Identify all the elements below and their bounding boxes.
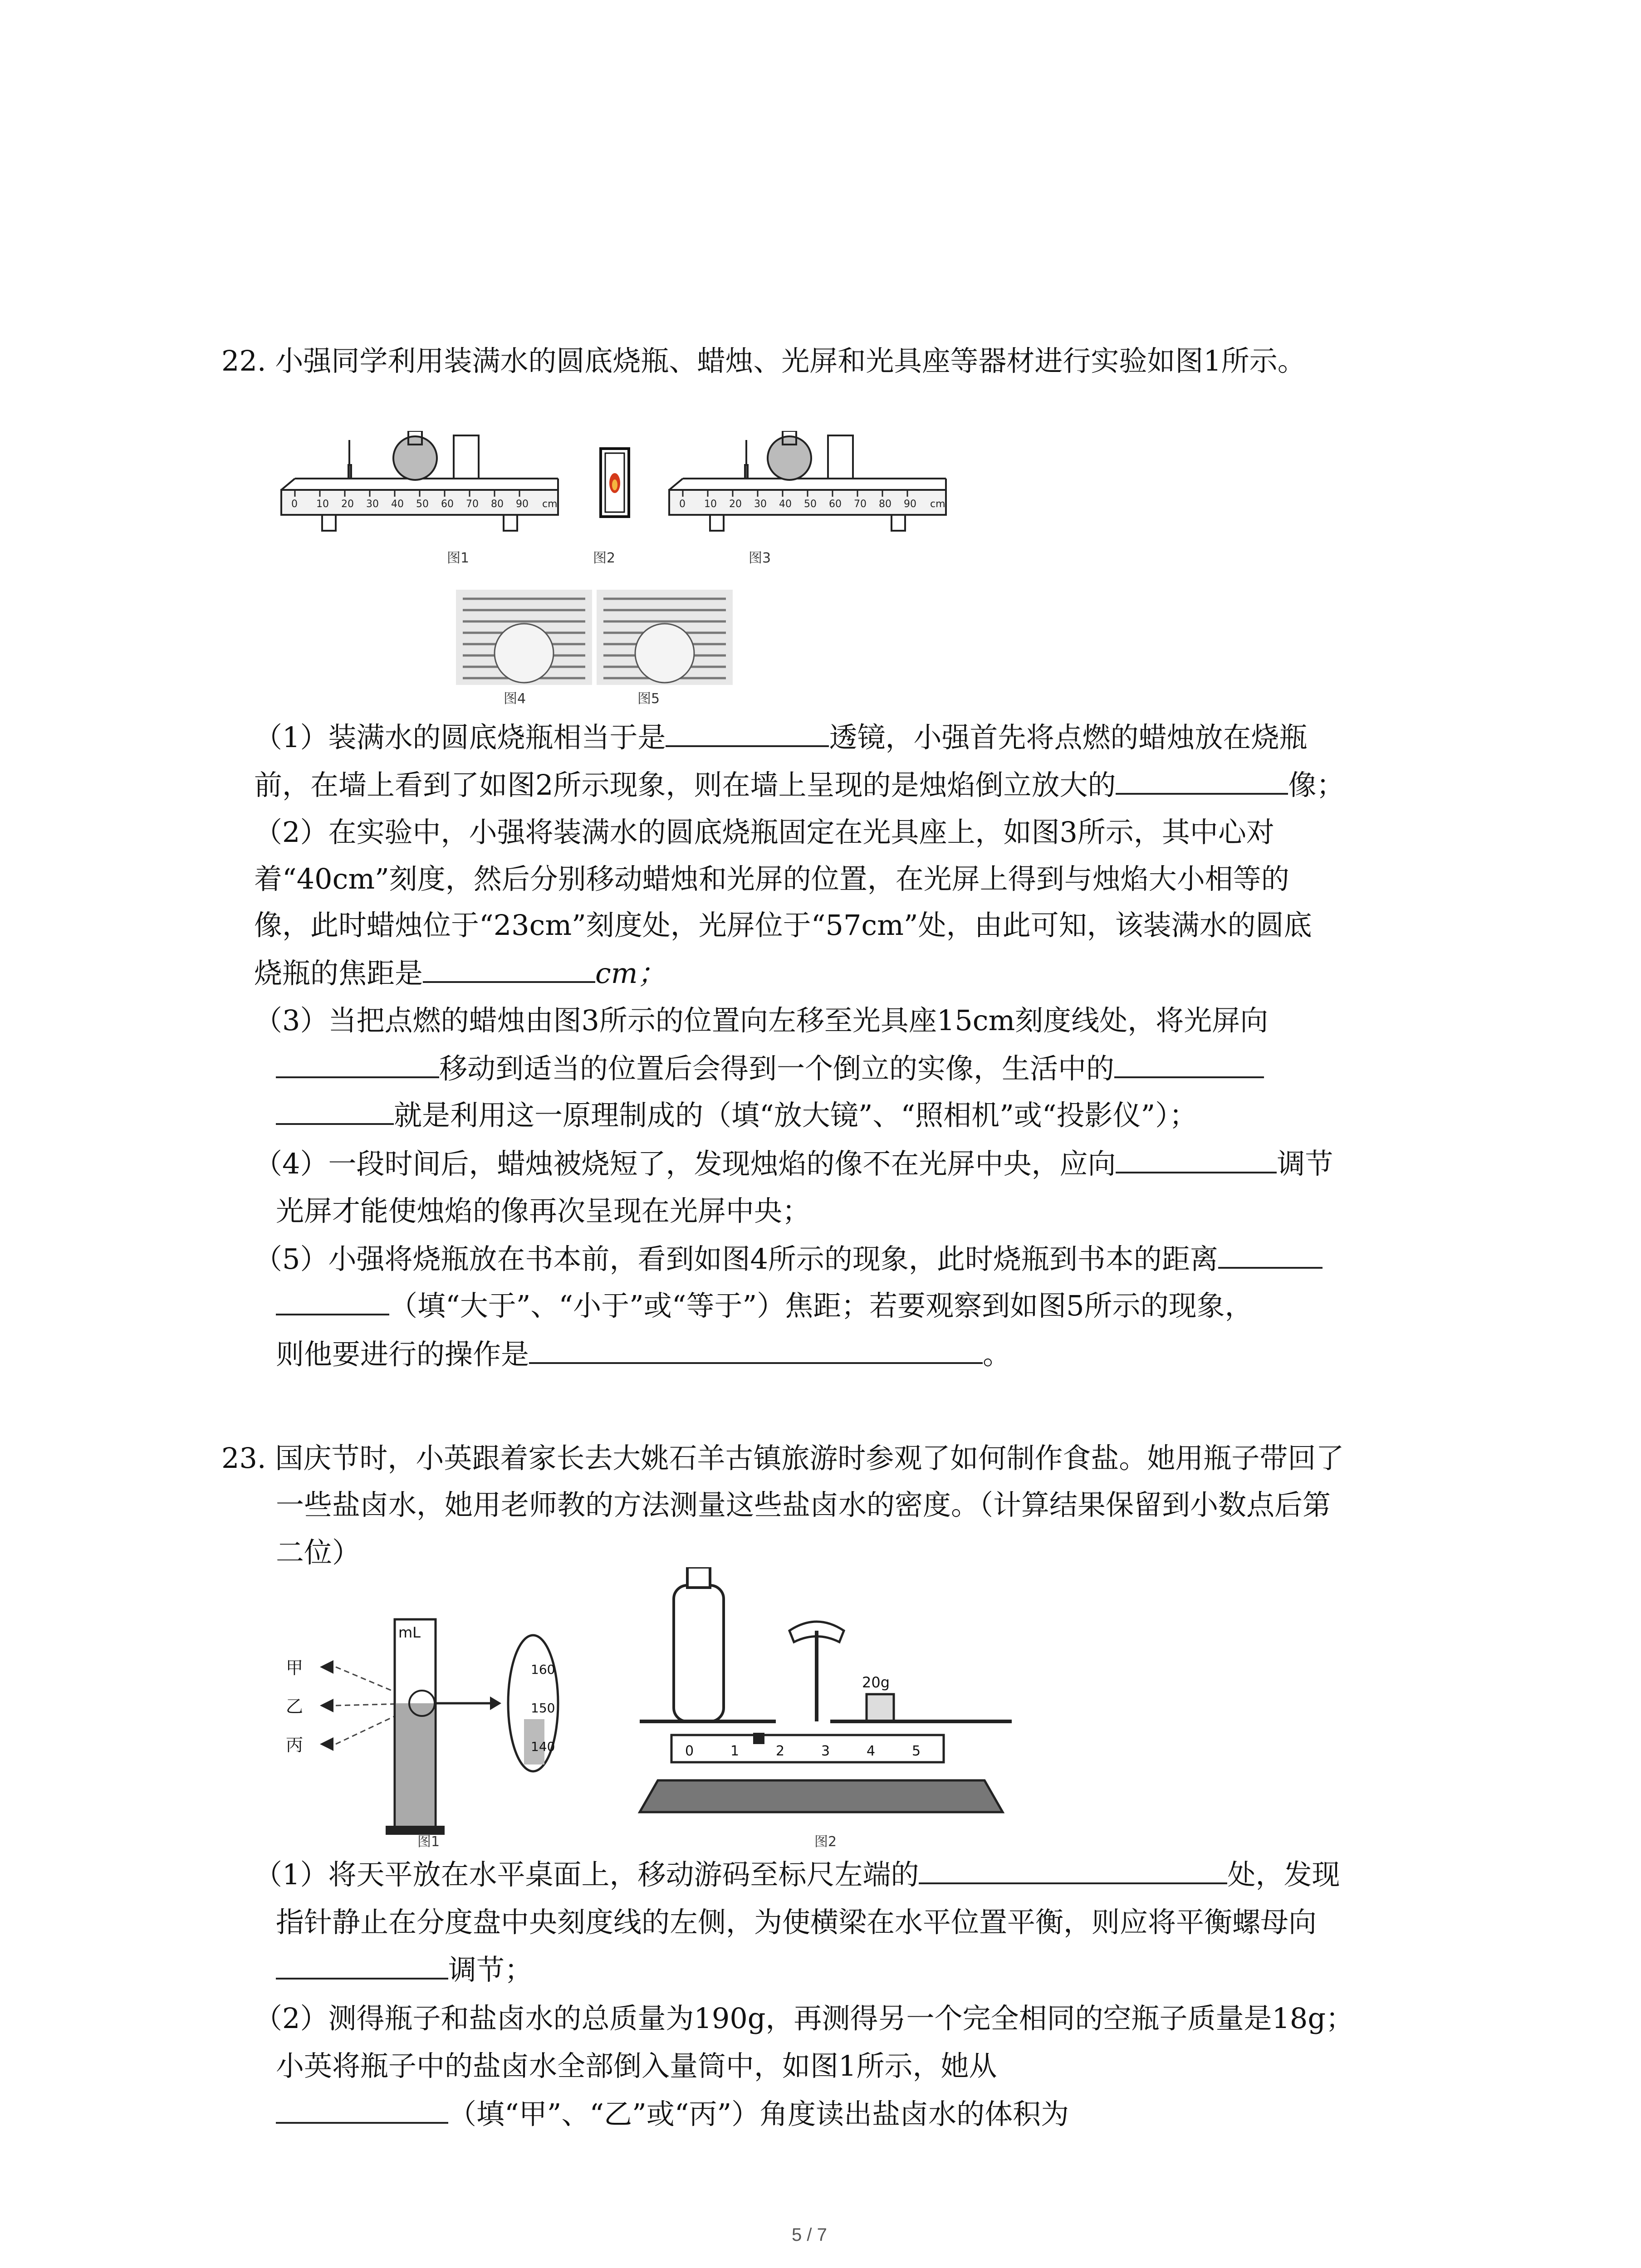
answer-blank[interactable] bbox=[276, 2096, 448, 2124]
view-label-bing: 丙 bbox=[286, 1735, 304, 1755]
q22-fig5-caption: 图5 bbox=[637, 691, 660, 707]
balance-tick-label: 5 bbox=[912, 1743, 921, 1759]
ruler-tick-label: 80 bbox=[879, 499, 892, 510]
answer-blank[interactable] bbox=[1116, 1145, 1277, 1173]
ruler-tick-label: 30 bbox=[754, 499, 767, 510]
balance-tick-label: 4 bbox=[867, 1743, 876, 1759]
q22-part1-line1: （1）装满水的圆底烧瓶相当于是 透镜，小强首先将点燃的蜡烛放在烧瓶 bbox=[254, 719, 1307, 756]
answer-blank[interactable] bbox=[529, 1336, 983, 1364]
answer-blank[interactable] bbox=[1114, 1050, 1264, 1078]
ruler-tick-label: 90 bbox=[904, 499, 916, 510]
q22-figure-1 bbox=[277, 431, 567, 567]
answer-blank[interactable] bbox=[276, 1951, 448, 1980]
ruler-tick-label: 40 bbox=[391, 499, 404, 510]
q23-fig2-caption: 图2 bbox=[814, 1834, 837, 1850]
q23-stem-line3: 二位） bbox=[276, 1536, 361, 1569]
q22-figure-4 bbox=[456, 590, 592, 685]
answer-blank[interactable] bbox=[276, 1050, 439, 1078]
q22-part3-line3: 就是利用这一原理制成的（填“放大镜”、“照相机”或“投影仪”）； bbox=[276, 1097, 1197, 1134]
q22-part2-line3: 像，此时蜡烛位于“23cm”刻度处，光屏位于“57cm”处，由此可知，该装满水的圆底 bbox=[254, 909, 1312, 942]
answer-blank[interactable] bbox=[919, 1856, 1227, 1884]
answer-blank[interactable] bbox=[423, 955, 595, 983]
answer-blank[interactable] bbox=[1116, 767, 1288, 795]
q23-part2-line2: 小英将瓶子中的盐卤水全部倒入量筒中，如图1所示，她从 bbox=[276, 2049, 997, 2082]
answer-blank[interactable] bbox=[276, 1097, 394, 1125]
q22-part3-line1: （3）当把点燃的蜡烛由图3所示的位置向左移至光具座15cm刻度线处，将光屏向 bbox=[254, 1004, 1269, 1037]
weight-label: 20g bbox=[862, 1674, 890, 1691]
eye-icons bbox=[320, 1660, 333, 1751]
balance-tick-label: 0 bbox=[685, 1743, 694, 1759]
ruler-tick-label: 90 bbox=[516, 499, 529, 510]
q23-part2-line1: （2）测得瓶子和盐卤水的总质量为190g，再测得另一个完全相同的空瓶子质量是18g； bbox=[254, 2002, 1354, 2035]
q22-fig4-caption: 图4 bbox=[504, 691, 526, 707]
view-label-jia: 甲 bbox=[286, 1658, 304, 1678]
q22-part3-line2: 移动到适当的位置后会得到一个倒立的实像，生活中的 bbox=[276, 1050, 1264, 1087]
q22-part2-line2: 着“40cm”刻度，然后分别移动蜡烛和光屏的位置，在光屏上得到与烛焰大小相等的 bbox=[254, 862, 1289, 895]
ruler-tick-label: 10 bbox=[316, 499, 329, 510]
balance-tick-label: 2 bbox=[776, 1743, 785, 1759]
q22-number: 22. bbox=[221, 344, 266, 377]
q22-part5-line3: 则他要进行的操作是 。 bbox=[276, 1336, 1011, 1373]
q22-figure-3 bbox=[665, 431, 955, 567]
ruler-tick-label: 50 bbox=[416, 499, 429, 510]
view-label-yi: 乙 bbox=[286, 1696, 304, 1716]
ruler-tick-label: 10 bbox=[704, 499, 717, 510]
ruler-tick-label: 0 bbox=[291, 499, 298, 510]
ruler-tick-label: 50 bbox=[804, 499, 817, 510]
cylinder-unit: mL bbox=[398, 1624, 421, 1641]
answer-blank[interactable] bbox=[1218, 1241, 1323, 1269]
q23-figure-1 bbox=[272, 1601, 681, 1837]
q22-stem-text: 小强同学利用装满水的圆底烧瓶、蜡烛、光屏和光具座等器材进行实验如图1所示。 bbox=[275, 344, 1306, 377]
answer-blank[interactable] bbox=[666, 719, 829, 747]
ruler-tick-label: 0 bbox=[679, 499, 686, 510]
q22-part4-line1: （4）一段时间后，蜡烛被烧短了，发现烛焰的像不在光屏中央，应向 调节 bbox=[254, 1145, 1333, 1182]
q23-part1-line3: 调节； bbox=[276, 1951, 533, 1988]
ruler-tick-label: 60 bbox=[441, 499, 454, 510]
ruler-tick-label: 20 bbox=[341, 499, 354, 510]
q23-part1-line2: 指针静止在分度盘中央刻度线的左侧，为使横梁在水平位置平衡，则应将平衡螺母向 bbox=[276, 1906, 1317, 1939]
ruler-tick-label: 70 bbox=[854, 499, 867, 510]
q22-part1-line2: 前，在墙上看到了如图2所示现象，则在墙上呈现的是烛焰倒立放大的 像； bbox=[254, 767, 1344, 803]
q23-number: 23. bbox=[221, 1442, 266, 1475]
ruler-tick-label: 60 bbox=[829, 499, 842, 510]
q23-stem-line1: 23. 国庆节时，小英跟着家长去大姚石羊古镇旅游时参观了如何制作食盐。她用瓶子带回了 bbox=[221, 1442, 1344, 1475]
ruler-unit: cm bbox=[930, 499, 945, 510]
balance-tick-label: 3 bbox=[821, 1743, 830, 1759]
q22-figure-2 bbox=[599, 447, 631, 519]
q23-part2-line3: （填“甲”、“乙”或“丙”）角度读出盐卤水的体积为 bbox=[276, 2096, 1069, 2132]
q22-fig2-caption: 图2 bbox=[593, 550, 616, 566]
balance-tick-label: 1 bbox=[730, 1743, 740, 1759]
q22-fig3-caption: 图3 bbox=[749, 550, 771, 566]
q22-part2-line4: 烧瓶的焦距是 cm； bbox=[254, 955, 666, 992]
q22-stem bbox=[221, 343, 1306, 379]
zoom-tick-150: 150 bbox=[531, 1701, 555, 1716]
q22-part5-line1: （5）小强将烧瓶放在书本前，看到如图4所示的现象，此时烧瓶到书本的距离 bbox=[254, 1241, 1323, 1277]
q22-figure-5 bbox=[597, 590, 733, 685]
ruler-tick-label: 40 bbox=[779, 499, 792, 510]
zoom-tick-160: 160 bbox=[531, 1662, 555, 1677]
ruler-tick-label: 20 bbox=[729, 499, 742, 510]
q22-part2-line1: （2）在实验中，小强将装满水的圆底烧瓶固定在光具座上，如图3所示，其中心对 bbox=[254, 816, 1274, 849]
q23-stem-line2: 一些盐卤水，她用老师教的方法测量这些盐卤水的密度。（计算结果保留到小数点后第 bbox=[276, 1488, 1331, 1521]
ruler-tick-label: 80 bbox=[491, 499, 504, 510]
zoom-tick-140: 140 bbox=[531, 1739, 555, 1754]
q22-fig1-caption: 图1 bbox=[447, 550, 470, 566]
ruler-unit: cm bbox=[542, 499, 558, 510]
q23-part1-line1: （1）将天平放在水平桌面上，移动游码至标尺左端的 处，发现 bbox=[254, 1856, 1340, 1893]
ruler-tick-label: 70 bbox=[466, 499, 479, 510]
answer-blank[interactable] bbox=[276, 1287, 389, 1315]
q22-part4-line2: 光屏才能使烛焰的像再次呈现在光屏中央； bbox=[276, 1194, 811, 1227]
page-number: 5 / 7 bbox=[792, 2225, 827, 2245]
ruler-tick-label: 30 bbox=[366, 499, 379, 510]
q23-fig1-caption: 图1 bbox=[417, 1834, 440, 1850]
q22-part5-line2: （填“大于”、“小于”或“等于”）焦距；若要观察到如图5所示的现象， bbox=[276, 1287, 1253, 1324]
q23-figure-2 bbox=[631, 1567, 1030, 1839]
